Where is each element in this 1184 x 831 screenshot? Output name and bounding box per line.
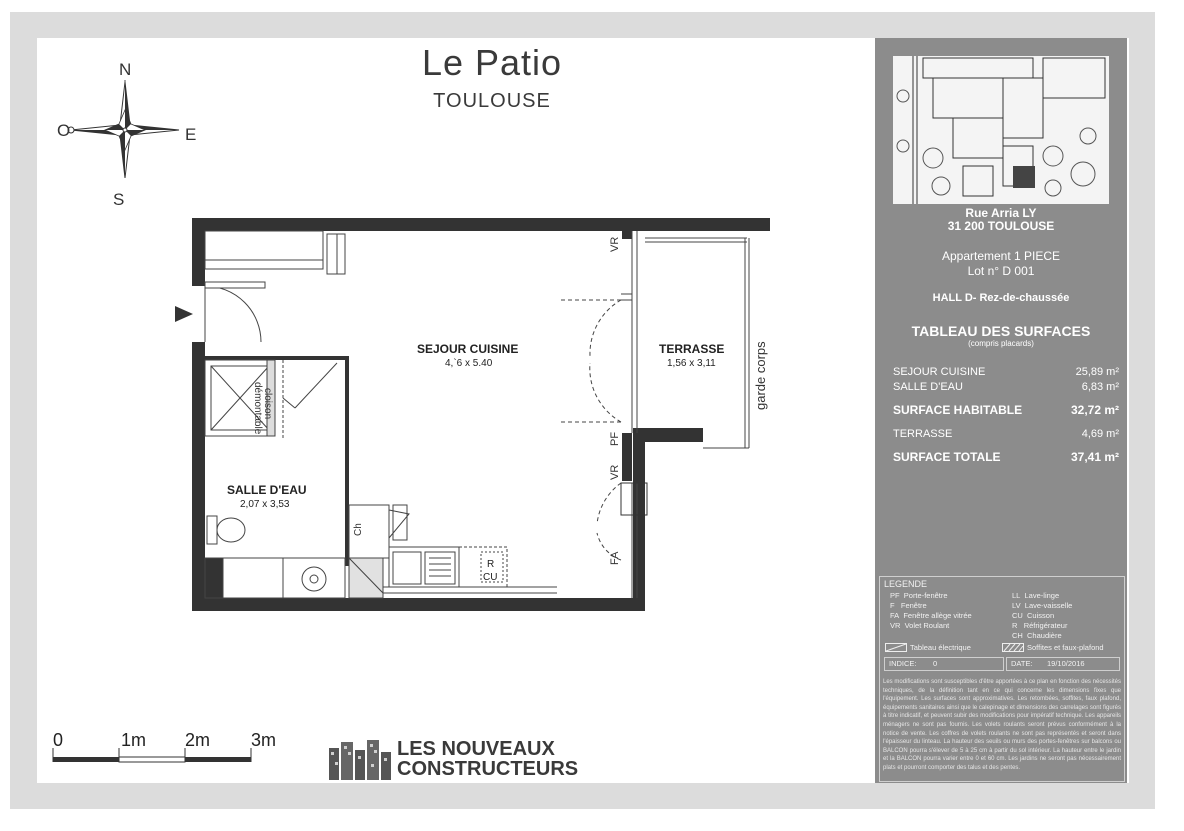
terrasse-dims: 1,56 x 3,11 [667, 358, 716, 369]
electric-panel-icon [885, 643, 907, 652]
address-line1: Rue Arria LY [965, 206, 1037, 220]
compass-west: O [57, 121, 71, 140]
legend-item: CH Chaudière [1012, 631, 1062, 640]
legal-notes: Les modifications sont susceptibles d'être apportées à ce plan en fonction des nécessités techniques, de la définition tant en ce qui concerne les dimensions fixes que l'équipement. Les surfaces sont approximatives. Les retombées, soffites, faux plafond, équipements sanitaires ainsi que le calepinage et dimensions des carrelages sont figurés à titre indicatif, et peuvent subir des modifications pour impératif technique. Les appareils ménagers ne sont pas fournis. Les volets roulants seront prévus conformément à la notice de vente. Les coffres de volets roulants ne sont pas représentés et seront dans l'épaisseur du linteau. La hauteur des seuils ou murs des portes-fenêtres sur balcons ou BALCON pourra s'élever de 5 à 25 cm à partir du sol intérieur. La hauteur entre le jardin et la BALCON pourra varier entre 0 et 60 cm. Les jardins ne seront pas nécessairement plats et pourront comporter des talus et des pentes. [883, 679, 1121, 771]
scale-1m: 1m [121, 730, 147, 750]
compass-east: E [185, 125, 197, 144]
soffit-hatch-icon [1002, 643, 1024, 652]
legend-item: F Fenêtre [890, 601, 927, 610]
address-line2: 31 200 TOULOUSE [947, 219, 1055, 233]
surface-row: SALLE D'EAU 6,83 m² [893, 381, 1119, 393]
legend-item: R Réfrigérateur [1012, 621, 1068, 630]
cloison-label: cloison [262, 388, 273, 420]
legend-item: FA Fenêtre allège vitrée [890, 611, 972, 620]
garde-corps-label: garde corps [753, 341, 768, 410]
legend-item: PF Porte-fenêtre [890, 591, 948, 600]
scale-2m: 2m [185, 730, 211, 750]
surface-row: SURFACE TOTALE 37,41 m² [893, 450, 1119, 464]
legend-item: LL Lave-linge [1012, 591, 1060, 600]
surface-row: TERRASSE 4,69 m² [893, 428, 1119, 440]
legend-item: CU Cuisson [1012, 611, 1055, 620]
buildings-logo-icon [327, 738, 393, 782]
salle-eau-name: SALLE D'EAU [227, 483, 307, 497]
surfaces-title: TABLEAU DES SURFACES [911, 323, 1091, 339]
legend-item: LV Lave-vaisselle [1012, 601, 1073, 610]
lot-number: Lot n° D 001 [967, 264, 1035, 278]
project-title: Le Patio [421, 42, 563, 83]
pf-label: PF [609, 431, 621, 446]
scale-bar [51, 746, 281, 766]
salle-eau-dims: 2,07 x 3,53 [240, 499, 290, 510]
surface-row: SEJOUR CUISINE 25,89 m² [893, 366, 1119, 378]
vr-label-mid: VR [609, 464, 621, 480]
hall-level: HALL D- Rez-de-chaussée [932, 292, 1070, 304]
compass-north: N [119, 60, 132, 79]
r-label: R [487, 559, 495, 570]
fa-label: FA [609, 551, 621, 565]
project-city: TOULOUSE [433, 90, 551, 112]
site-minimap [893, 56, 1109, 204]
scale-3m: 3m [251, 730, 277, 750]
legend-soffites: Soffites et faux-plafond [1027, 643, 1104, 652]
sejour-name: SEJOUR CUISINE [417, 342, 519, 356]
info-panel [875, 38, 1127, 783]
date-box: DATE: 19/10/2016 [1006, 657, 1120, 671]
demontable-label: démontable [252, 382, 263, 435]
terrasse-name: TERRASSE [659, 342, 725, 356]
vr-label-top: VR [609, 236, 621, 252]
scale-0: 0 [53, 730, 64, 750]
legend-title: LEGENDE [884, 579, 928, 589]
floor-plan [37, 38, 877, 638]
compass-south: S [113, 190, 125, 209]
cu-label: CU [483, 572, 498, 583]
surfaces-subtitle: (compris placards) [968, 339, 1034, 348]
entrance-arrow-icon [175, 306, 193, 322]
surface-row: SURFACE HABITABLE 32,72 m² [893, 403, 1119, 417]
legend-box [879, 576, 1125, 782]
sejour-dims: 4,`6 x 5.40 [445, 358, 493, 369]
indice-box: INDICE: 0 [884, 657, 1004, 671]
legend-tableau: Tableau électrique [910, 643, 971, 652]
ch-label: Ch [353, 523, 364, 536]
legend-item: VR Volet Roulant [890, 621, 950, 630]
apartment-type: Appartement 1 PIECE [941, 249, 1061, 263]
logo-line1: LES NOUVEAUX [397, 738, 555, 760]
logo-line2: CONSTRUCTEURS [397, 758, 579, 780]
